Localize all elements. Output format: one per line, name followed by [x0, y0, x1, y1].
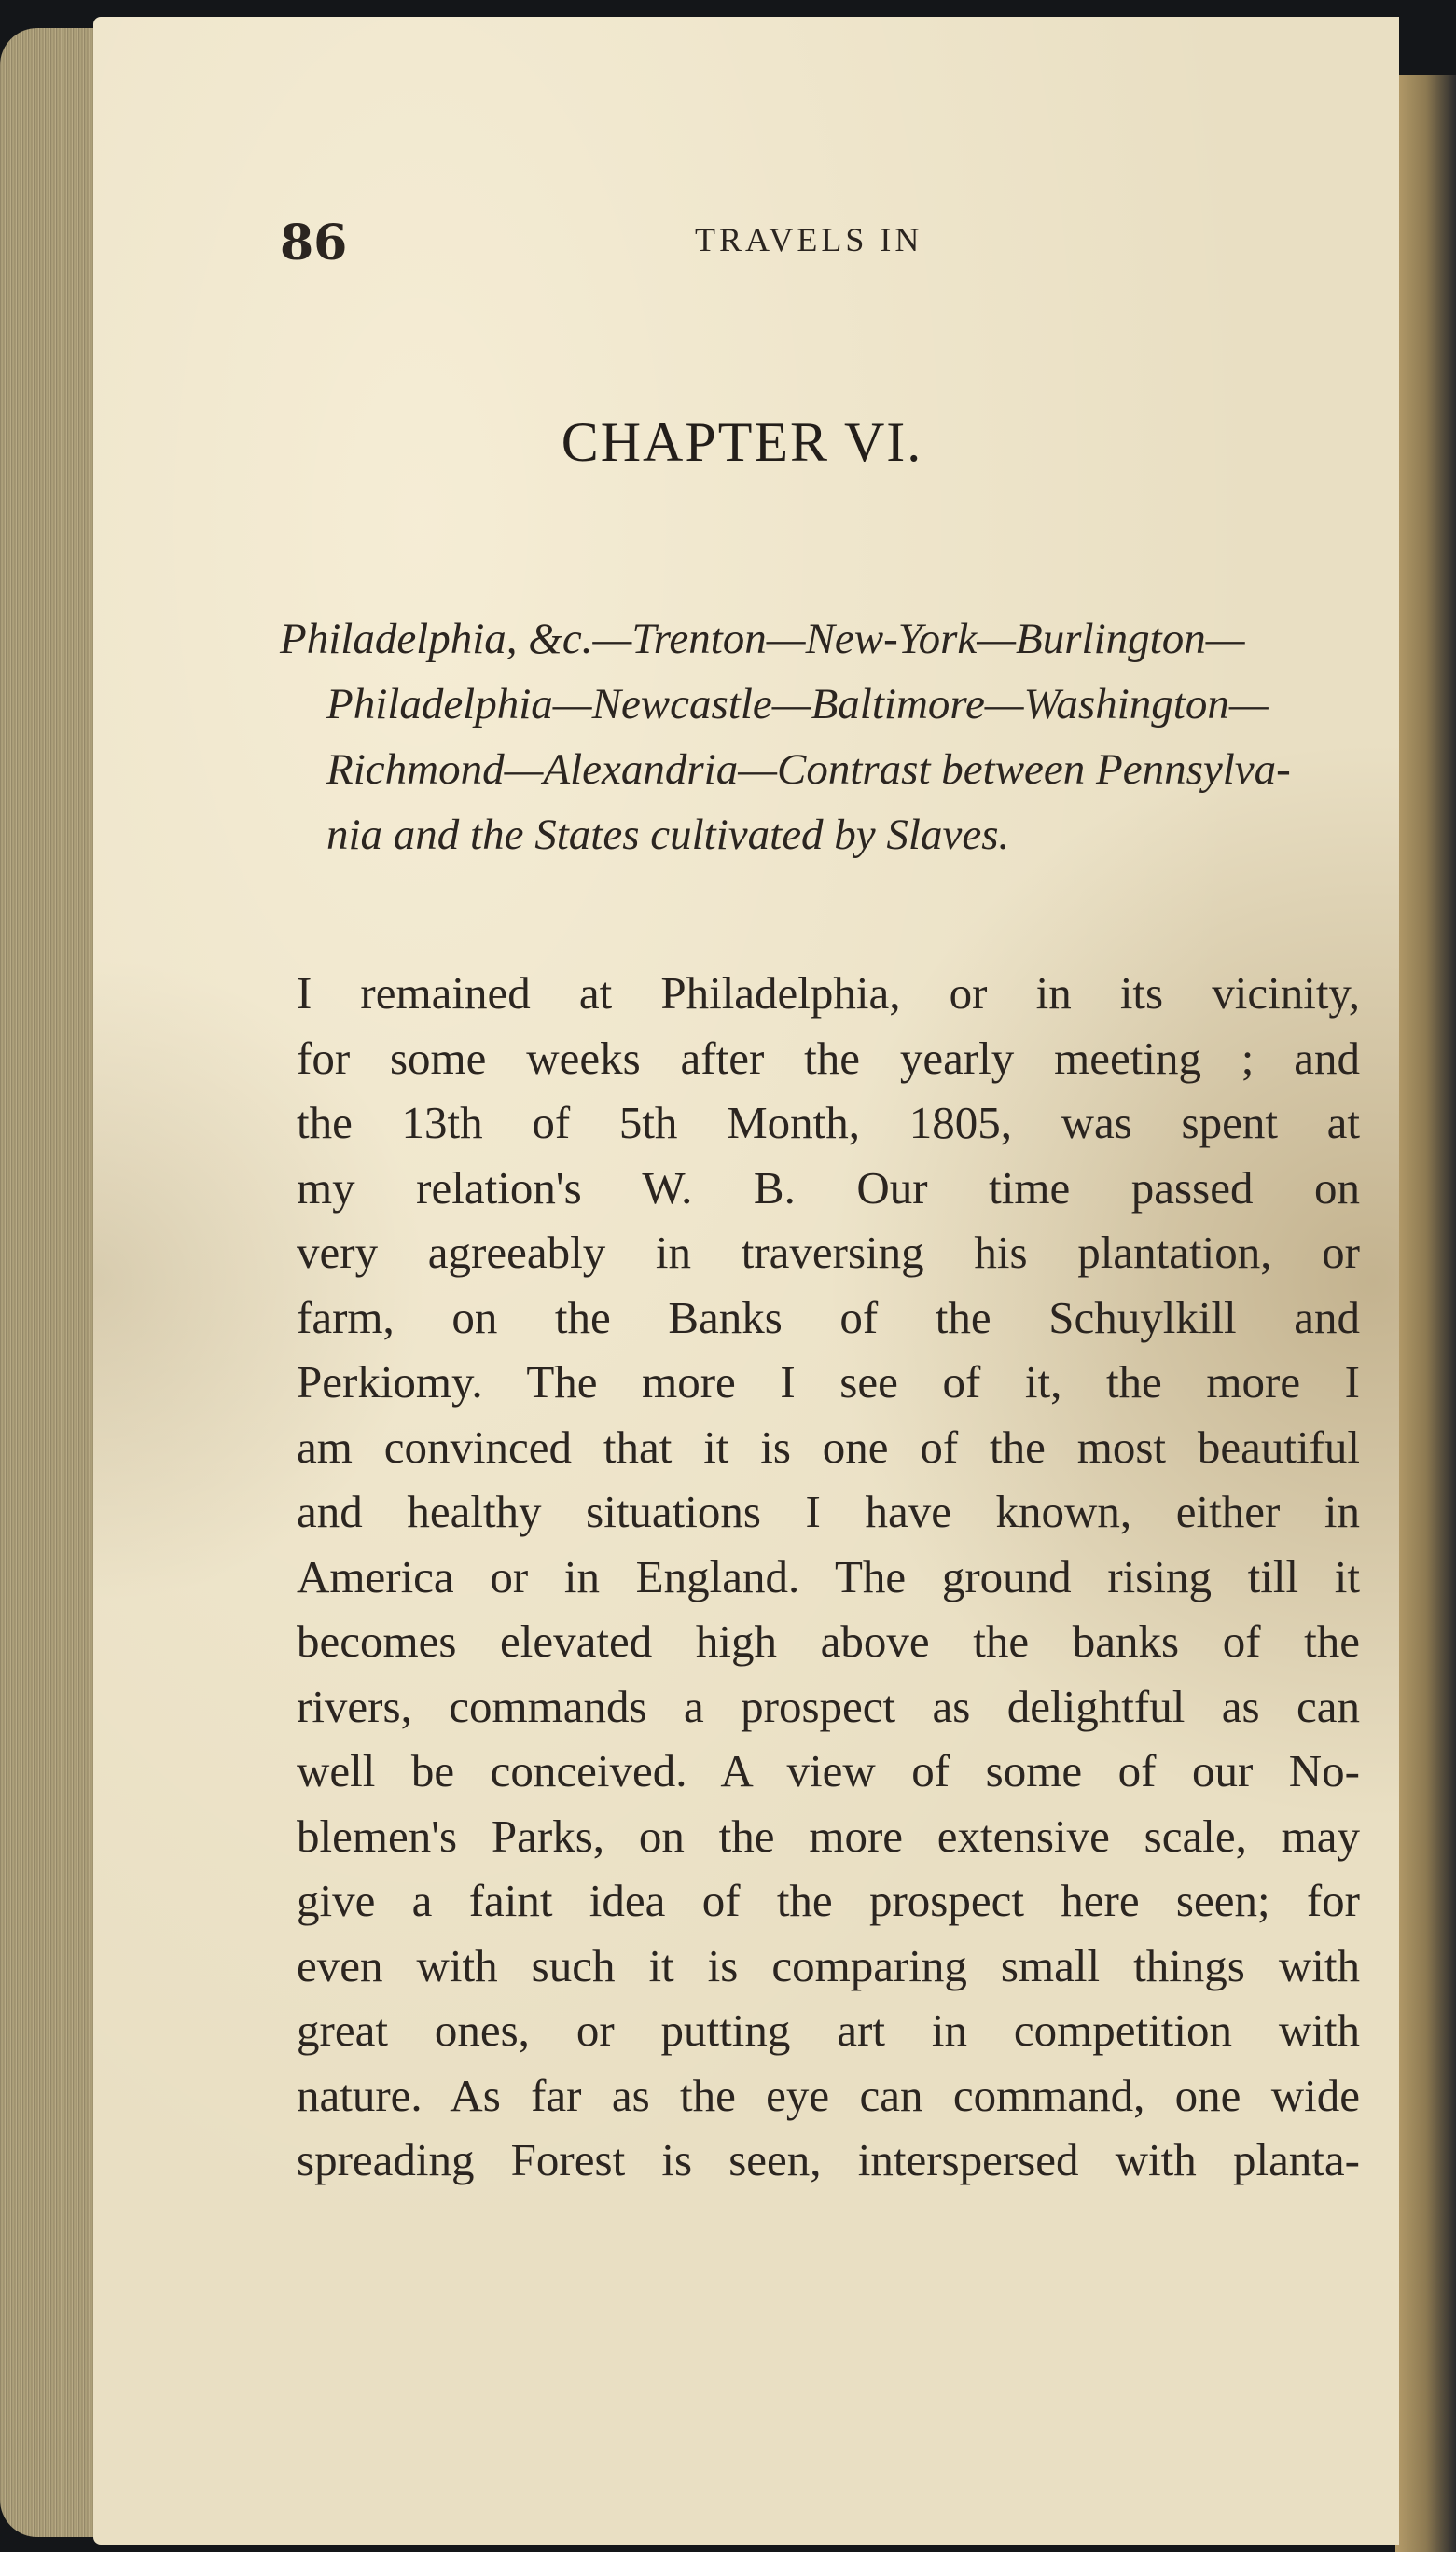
summary-line: Philadelphia—Newcastle—Baltimore—Washington—	[326, 680, 1269, 728]
text-line: becomes elevated high above the banks of the	[297, 1616, 1360, 1667]
summary-line: Richmond—Alexandria—Contrast between Pennsylva-	[326, 745, 1291, 794]
running-head: TRAVELS IN	[695, 221, 923, 258]
text-line: America or in England. The ground rising till it	[297, 1550, 1360, 1602]
text-line: nature. As far as the eye can command, one wide	[297, 2069, 1360, 2121]
text-line: farm, on the Banks of the Schuylkill and	[297, 1291, 1360, 1343]
text-line: rivers, commands a prospect as delightful as can	[297, 1680, 1360, 1732]
text-line: am convinced that it is one of the most beautiful	[297, 1421, 1360, 1473]
body-paragraph	[297, 961, 1360, 2193]
text-line: spreading Forest is seen, interspersed with planta-	[297, 2134, 1360, 2185]
text-line: even with such it is comparing small things with	[297, 1939, 1360, 1991]
page-number: 86	[280, 215, 348, 271]
text-line: the 13th of 5th Month, 1805, was spent at	[297, 1097, 1360, 1148]
chapter-summary	[280, 606, 1343, 867]
text-line: great ones, or putting art in competition with	[297, 2004, 1360, 2056]
text-line: my relation's W. B. Our time passed on	[297, 1161, 1360, 1214]
summary-line: nia and the States cultivated by Slaves.	[326, 811, 1010, 859]
text-line: for some weeks after the yearly meeting ; and	[297, 1032, 1360, 1084]
text-line: and healthy situations I have known, either in	[297, 1486, 1360, 1537]
text-line: give a faint idea of the prospect here seen; for	[297, 1875, 1360, 1926]
chapter-title: CHAPTER VI.	[561, 411, 923, 473]
text-line: Perkiomy. The more I see of it, the more I	[297, 1356, 1360, 1408]
text-line: well be conceived. A view of some of our No-	[297, 1745, 1360, 1796]
text-line: blemen's Parks, on the more extensive scale, may	[297, 1810, 1360, 1862]
text-line: I remained at Philadelphia, or in its vicinity,	[297, 967, 1360, 1019]
text-line: very agreeably in traversing his plantation, or	[297, 1227, 1360, 1278]
summary-line: Philadelphia, &c.—Trenton—New-York—Burlington—	[280, 615, 1245, 663]
